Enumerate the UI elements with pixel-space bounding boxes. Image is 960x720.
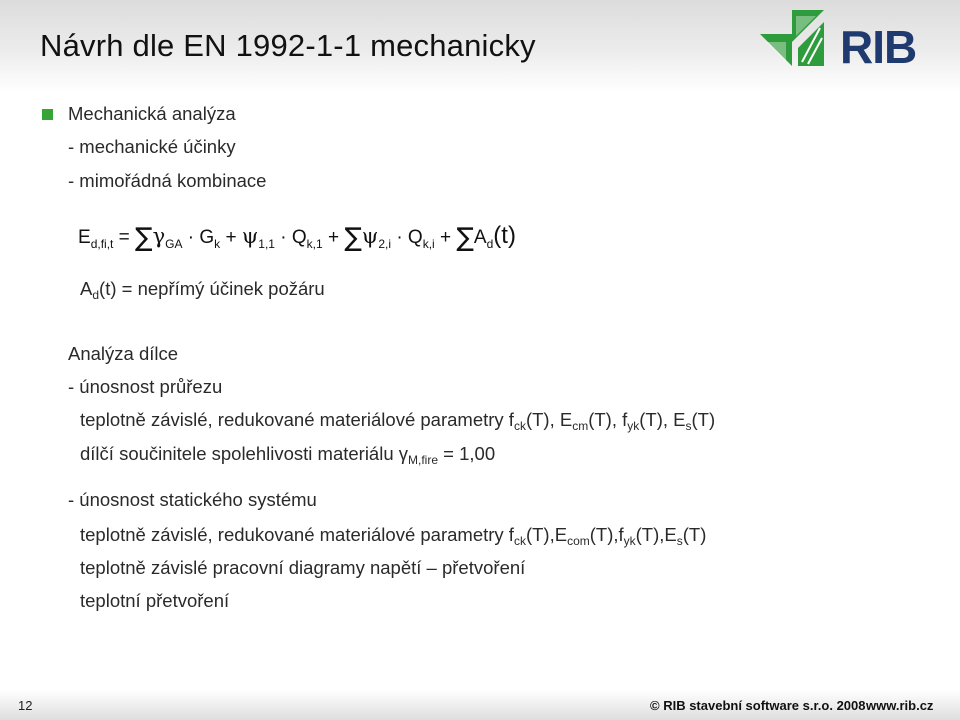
text-mechanicka-analyza: Mechanická analýza (68, 103, 236, 124)
text-analyza-dilce: Analýza dílce (68, 343, 179, 364)
slide-title: Návrh dle EN 1992-1-1 mechanicky (40, 28, 536, 63)
text-unosnost-systemu: - únosnost statického systému (68, 489, 317, 510)
website-link[interactable]: www.rib.cz (866, 698, 934, 713)
text-mimoradna-kombinace: - mimořádná kombinace (68, 170, 267, 191)
text-ad-definition: $A_d(t)$ = nepřímý účinek požáru (80, 278, 325, 302)
text-mechanicke-ucinky: - mechanické účinky (68, 136, 236, 157)
page-number: 12 (18, 698, 33, 713)
copyright-text: © RIB stavební software s.r.o. 2008 (650, 698, 866, 713)
combination-formula: $E_{d,fi,t} = \sum\gamma_{GA} \cdot G_k + \psi_{1,1} \cdot Q_{k,1} + \sum\psi_{2,i} \cdot Q_{k,i} + \sum A_d(t)$ (78, 222, 516, 253)
text-unosnost-prurezu: - únosnost průřezu (68, 376, 223, 397)
text-material-params-1: teplotně závislé, redukované materiálové parametry $f_{ck}(T)$, $E_{cm}(T)$, $f_{yk}(T)$, $E_s(T)$ (80, 409, 716, 433)
text-material-params-2: teplotně závislé, redukované materiálové parametry $f_{ck}(T),E_{com}(T),f_{yk}(T),E_s(T)$ (80, 524, 707, 548)
square-bullet-icon (42, 109, 53, 120)
text-stress-strain: teplotně závislé pracovní diagramy napětí – přetvoření (80, 557, 526, 578)
text-partial-factors: dílčí součinitele spolehlivosti materiálu $\gamma_{M,fire} = 1,00$ (80, 443, 496, 467)
logo-text: RIB (840, 21, 917, 73)
text-thermal-strain: teplotní přetvoření (80, 590, 230, 611)
